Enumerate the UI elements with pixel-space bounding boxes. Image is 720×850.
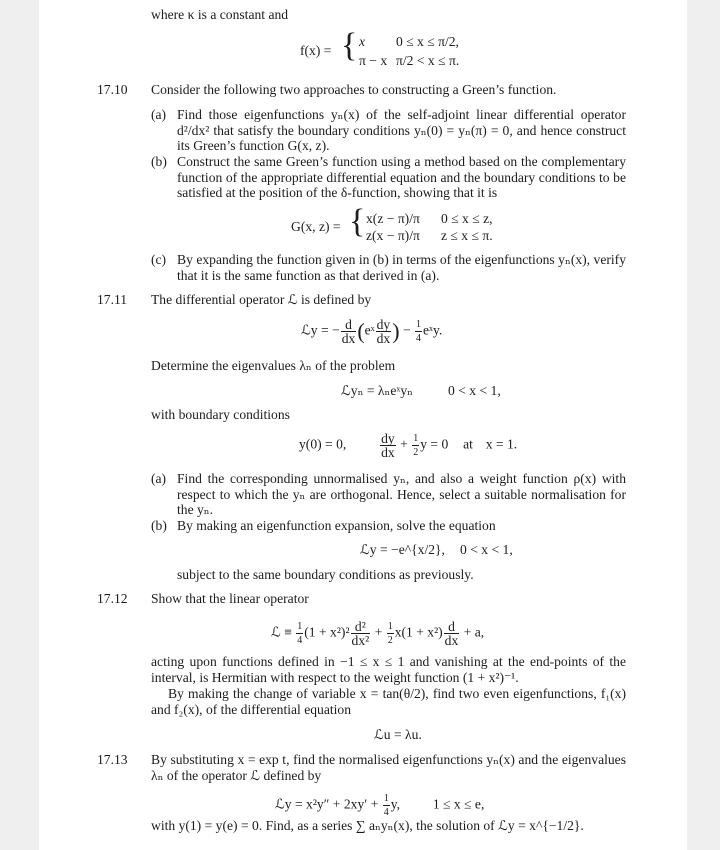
determine-line: Determine the eigenvalues λₙ of the problem — [151, 358, 396, 373]
eq-f-case1-expr: x — [359, 34, 366, 49]
exercise-17-11-part-a — [151, 471, 626, 518]
exercise-number-17-11: 17.11 — [97, 292, 128, 307]
exercise-17-12-para2: By making the change of variable x = tan(θ/2), find two even eigenfunctions, f₁(x) and f₂(x), of the differential equation — [151, 686, 626, 717]
op-d-dx: $\frac{d}{dx}$ — [444, 619, 459, 648]
eq-f-case1-cond: 0 ≤ x ≤ π/2, — [396, 34, 459, 49]
exercise-17-10-part-b — [151, 154, 626, 201]
op-half: $\frac{1}{2}$ — [387, 621, 393, 646]
op-plus: + — [374, 624, 383, 640]
part-b-label: (b) — [151, 154, 167, 169]
eq-f-brace: { — [341, 27, 358, 64]
op-tail: + a, — [463, 624, 485, 640]
def-expr1: ℒy = x²y″ + 2xy′ + — [275, 796, 379, 812]
eq-G-case1-expr: x(z − π)/π — [366, 211, 420, 226]
bc-where: x = 1. — [485, 436, 518, 452]
bc-dy-dx: $\frac{dy}{dx}$ — [381, 431, 395, 460]
eq-f-case2-cond: π/2 < x ≤ π. — [396, 53, 460, 68]
eq-L-ex: eˣ — [364, 322, 375, 338]
exercise-17-13-final: with y(1) = y(e) = 0. Find, as a series ∑ aₙyₙ(x), the solution of ℒy = x^{−1/2}. — [151, 818, 584, 833]
equation-def — [275, 792, 484, 819]
op-quarter: $\frac{1}{4}$ — [297, 621, 303, 646]
part-b-text: By making an eigenfunction expansion, solve the equation — [177, 518, 496, 533]
equation-bc — [299, 432, 517, 459]
eq-L-quarter: $\frac{1}{4}$ — [416, 319, 422, 344]
exercise-17-12-text: Show that the linear operator — [151, 591, 309, 606]
part-b-text: Construct the same Green’s function using a method based on the complementary function of the appropriate differential equation and the boundary conditions to be satisfied at the position of the δ-function, showing that it is — [177, 154, 626, 200]
subject-line: subject to the same boundary conditions as previously. — [177, 567, 474, 582]
op-part1: (1 + x²)² — [304, 624, 350, 640]
part-a-text: Find those eigenfunctions yₙ(x) of the self-adjoint linear differential operator d²/dx² that satisfy the boundary conditions yₙ(0) = yₙ(π) = 0, and hence construct its Green’s function G(x, z). — [177, 107, 626, 153]
exercise-17-12-para1: acting upon functions defined in −1 ≤ x ≤ 1 and vanishing at the end-points of the interval, is Hermitian with respect to the weight function (1 + x²)⁻¹. — [151, 654, 626, 685]
exercise-17-11-part-b — [151, 518, 626, 534]
part-b-label: (b) — [151, 518, 167, 533]
eq-L-tail: eˣy. — [423, 322, 443, 338]
op-part2: x(1 + x²) — [394, 624, 443, 640]
eq-L-lhs: ℒy = − — [301, 322, 340, 338]
bc-at: at — [463, 436, 473, 452]
bc-plus: + — [400, 436, 408, 452]
eq-G-case2-cond: z ≤ x ≤ π. — [441, 228, 493, 243]
equation-lu: ℒu = λu. — [374, 727, 422, 742]
eq-L-minus: − — [402, 322, 411, 338]
eq-solve-cond: 0 < x < 1, — [460, 542, 513, 557]
eq-f-case2-expr: π − x — [359, 53, 388, 68]
part-a-text: Find the corresponding unnormalised yₙ, and also a weight function ρ(x) with respect to which the yₙ are orthogonal. Hence, select a suitable normalisation for the yₙ. — [177, 471, 626, 517]
op-d2-dx2: $\frac{\text{d²}}{\text{dx²}}$ — [351, 619, 370, 648]
exercise-17-11-text: The differential operator ℒ is defined by — [151, 292, 372, 307]
eq-G-brace: { — [349, 203, 366, 240]
intro-line: where κ is a constant and — [151, 7, 289, 22]
part-a-label: (a) — [151, 107, 167, 122]
exercise-number-17-10: 17.10 — [97, 82, 128, 97]
part-c-text: By expanding the function given in (b) in terms of the eigenfunctions yₙ(x), verify that it is the same function as that derived in (a). — [177, 252, 626, 283]
part-a-label: (a) — [151, 471, 167, 486]
with-bc-line: with boundary conditions — [151, 407, 290, 422]
def-quarter: $\frac{1}{4}$ — [383, 793, 389, 818]
equation-L-def — [301, 318, 442, 345]
eq-f-lhs: f(x) = — [300, 43, 332, 58]
exercise-number-17-13: 17.13 — [97, 752, 128, 767]
eq-eig-cond: 0 < x < 1, — [448, 383, 501, 398]
exercise-17-13-text: By substituting x = exp t, find the normalised eigenfunctions yₙ(x) and the eigenvalues λₙ of the operator ℒ defined by — [151, 752, 626, 783]
eq-L-paren-open: ( — [357, 318, 365, 344]
eq-G-lhs: G(x, z) = — [291, 219, 341, 234]
eq-solve-expr: ℒy = −e^{x/2}, — [360, 542, 445, 557]
equation-operator — [271, 620, 484, 647]
eq-G-case2-expr: z(x − π)/π — [366, 228, 420, 243]
bc-rest: y = 0 — [420, 436, 449, 452]
def-cond: 1 ≤ x ≤ e, — [432, 796, 485, 812]
def-expr2: y, — [390, 796, 400, 812]
exercise-17-10-part-a — [151, 107, 626, 154]
eq-eig-expr: ℒyₙ = λₙeˣyₙ — [341, 383, 414, 398]
eq-G-case1-cond: 0 ≤ x ≤ z, — [441, 211, 493, 226]
op-lhs: ℒ ≡ — [271, 624, 292, 640]
eq-L-dy-dx: $\frac{dy}{dx}$ — [376, 317, 391, 346]
bc-left: y(0) = 0, — [299, 436, 347, 452]
exercise-17-10-part-c — [151, 252, 626, 283]
page — [39, 0, 687, 850]
eq-L-paren-close: ) — [392, 318, 400, 344]
bc-half: $\frac{1}{2}$ — [413, 433, 419, 458]
exercise-number-17-12: 17.12 — [97, 591, 128, 606]
part-c-label: (c) — [151, 252, 167, 267]
exercise-17-10-text: Consider the following two approaches to constructing a Green’s function. — [151, 82, 557, 97]
eq-L-d-dx: $\frac{d}{dx}$ — [341, 317, 356, 346]
